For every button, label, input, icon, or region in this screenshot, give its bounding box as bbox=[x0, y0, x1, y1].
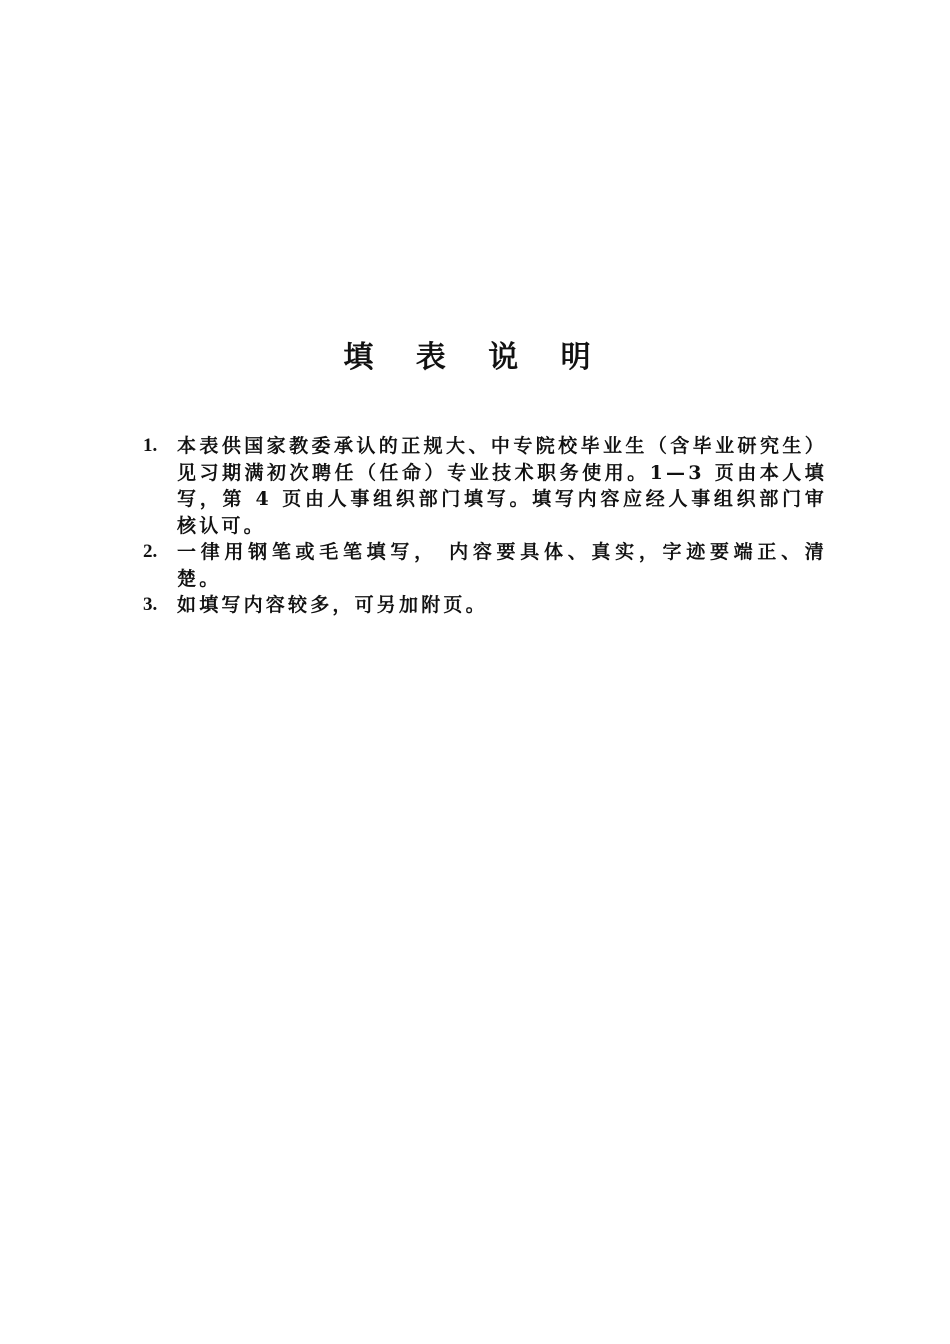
instruction-item-3 bbox=[143, 592, 827, 619]
instruction-number: 3. bbox=[143, 594, 158, 615]
instruction-number: 1. bbox=[143, 435, 158, 456]
instruction-item-1 bbox=[143, 433, 827, 539]
instruction-number: 2. bbox=[143, 541, 158, 562]
instruction-item-2 bbox=[143, 539, 827, 592]
page-title: 填 表 说 明 bbox=[343, 340, 607, 375]
instruction-text: 一律用钢笔或毛笔填写， 内容要具体、真实，字迹要端正、清楚。 bbox=[177, 541, 827, 590]
instruction-list bbox=[143, 433, 827, 619]
instruction-text: 如填写内容较多，可另加附页。 bbox=[177, 594, 488, 616]
instruction-text: 本表供国家教委承认的正规大、中专院校毕业生（含毕业研究生）见习期满初次聘任（任命）专业技术职务使用。1—3 页由本人填写，第 4 页由人事组织部门填写。填写内容应经人事组织部门审核认可。 bbox=[177, 435, 827, 537]
